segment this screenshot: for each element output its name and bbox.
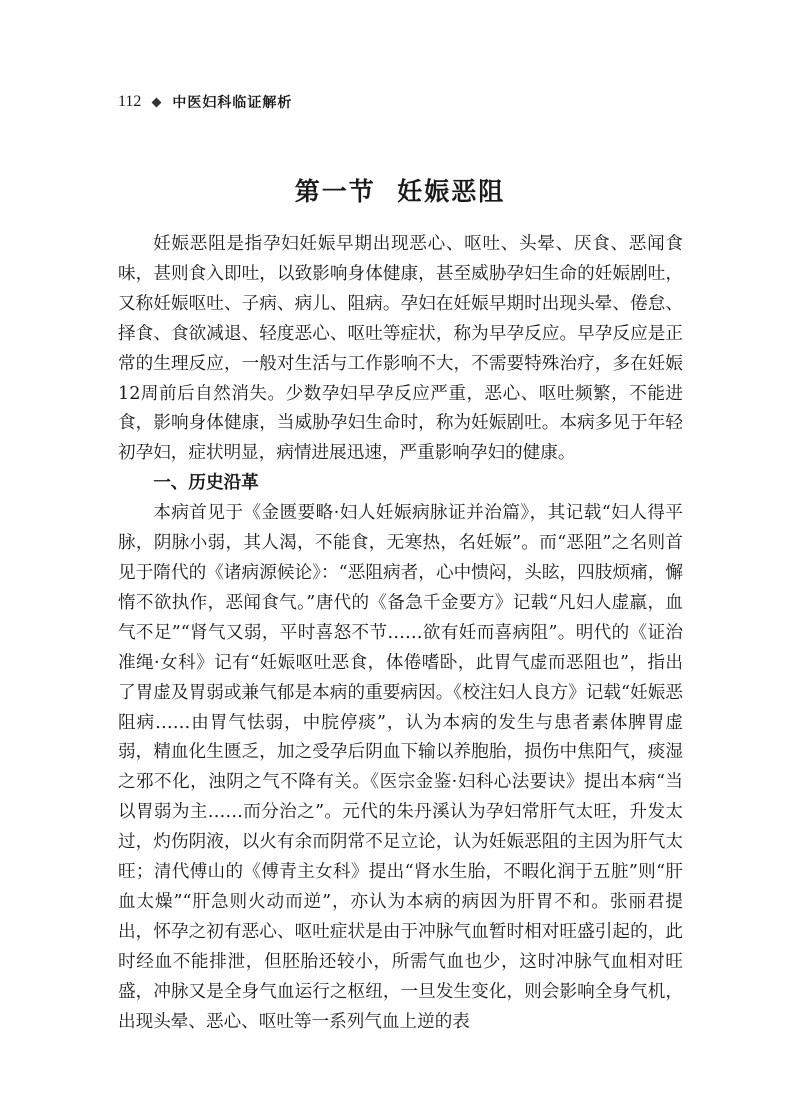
page-number: 112 [118, 93, 142, 110]
intro-paragraph: 妊娠恶阻是指孕妇妊娠早期出现恶心、呕吐、头晕、厌食、恶闻食味，甚则食入即吐，以致影响身体健康，甚至威胁孕妇生命的妊娠剧吐，又称妊娠呕吐、子病、病儿、阻病。孕妇在妊娠早期时出现头晕、倦怠、择食、食欲减退、轻度恶心、呕吐等症状，称为早孕反应。早孕反应是正常的生理反应，一般对生活与工作影响不大，不需要特殊治疗，多在妊娠12周前后自然消失。少数孕妇早孕反应严重，恶心、呕吐频繁，不能进食，影响身体健康，当威胁孕妇生命时，称为妊娠剧吐。本病多见于年轻初孕妇，症状明显，病情进展迅速，严重影响孕妇的健康。 [118, 234, 683, 464]
book-title: 中医妇科临证解析 [172, 95, 293, 111]
history-paragraph: 本病首见于《金匮要略·妇人妊娠病脉证并治篇》，其记载“妇人得平脉，阴脉小弱，其人渴，不能食，无寒热，名妊娠”。而“恶阻”之名则首见于隋代的《诸病源候论》：“恶阻病者，心中愦闷，头眩，四肢烦痛，懈惰不欲执作，恶闻食气。”唐代的《备急千金要方》记载“凡妇人虚羸，血气不足”“肾气又弱，平时喜怒不节……欲有妊而喜病阻”。明代的《证治准绳·女科》记有“妊娠呕吐恶食，体倦嗜卧，此胃气虚而恶阻也”，指出了胃虚及胃弱或兼气郁是本病的重要病因。《校注妇人良方》记载“妊娠恶阻病……由胃气怯弱，中脘停痰”，认为本病的发生与患者素体脾胃虚弱，精血化生匮乏，加之受孕后阴血下输以养胞胎，损伤中焦阳气，痰湿之邪不化，浊阴之气不降有关。《医宗金鉴·妇科心法要诀》提出本病“当以胃弱为主……而分治之”。元代的朱丹溪认为孕妇常肝气太旺，升发太过，灼伤阴液，以火有余而阴常不足立论，认为妊娠恶阻的主因为肝气太旺；清代傅山的《傅青主女科》提出“肾水生胎，不暇化润于五脏”则“肝血太燥”“肝急则火动而逆”，亦认为本病的病因为肝胃不和。张丽君提出，怀孕之初有恶心、呕吐症状是由于冲脉气血暂时相对旺盛引起的，此时经血不能排泄，但胚胎还较小，所需气血也少，这时冲脉气血相对旺盛，冲脉又是全身气血运行之枢纽，一旦发生变化，则会影响全身气机，出现头晕、恶心、呕吐等一系列气血上逆的表 [118, 503, 683, 1032]
diamond-bullet-icon [152, 97, 162, 107]
section-title: 第一节 妊娠恶阻 [294, 177, 506, 206]
page-body [118, 230, 683, 1037]
running-header [118, 91, 292, 113]
subsection-heading: 一、历史沿革 [153, 473, 259, 494]
